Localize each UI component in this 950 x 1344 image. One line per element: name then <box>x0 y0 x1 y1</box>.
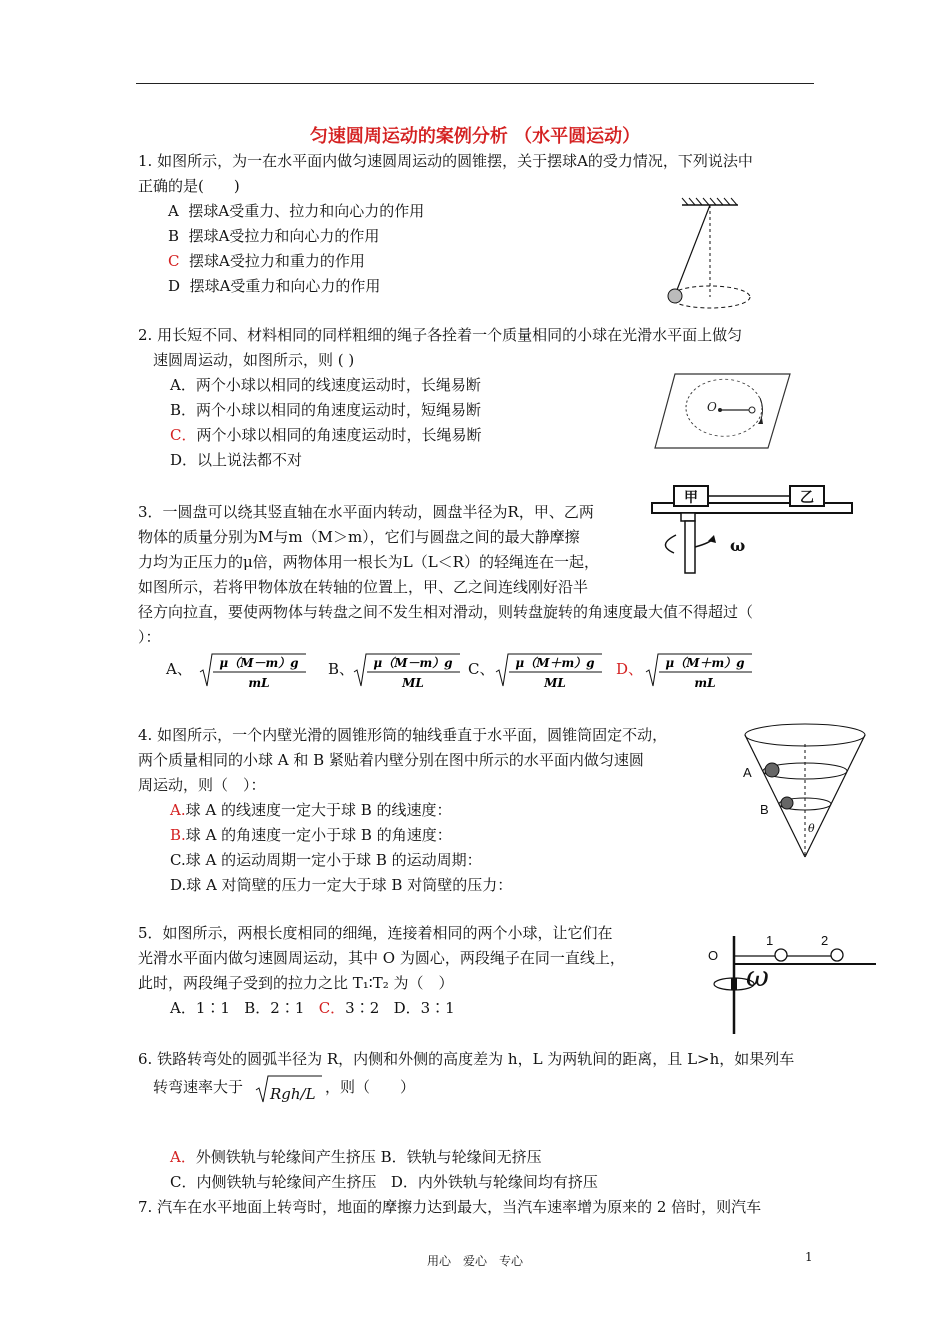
svg-text:μ（M－m）g: μ（M－m）g <box>219 656 299 670</box>
page-title: 匀速圆周运动的案例分析 （水平圆运动） <box>309 126 641 147</box>
q1-option-c: C 摆球A受拉力和重力的作用 <box>168 252 365 270</box>
q2-stem-line1: 2. 用长短不同、材料相同的同样粗细的绳子各拴着一个质量相同的小球在光滑水平面上做匀 <box>138 326 743 344</box>
omega-label: ω <box>730 536 746 555</box>
q1-stem-line1: 1. 如图所示，为一在水平面内做匀速圆周运动的圆锥摆，关于摆球A的受力情况，下列说法中 <box>138 152 753 170</box>
svg-text:μ（M＋m）g: μ（M＋m）g <box>665 656 745 670</box>
q7-line1: 7. 汽车在水平地面上转弯时，地面的摩擦力达到最大，当汽车速率增为原来的 2 倍时，则汽车 <box>138 1198 762 1216</box>
q5-options: A．1∶1 B．2∶1 C．3∶2 D．3∶1 <box>170 999 455 1017</box>
center-o-label: O <box>707 400 717 414</box>
rope-balls-figure <box>700 928 880 1036</box>
q3-option-d: D、 μ（M＋m）g mL <box>616 650 766 690</box>
yi-label: 乙 <box>800 490 814 506</box>
q3-line3: 力均为正压力的μ倍，两物体用一根长为L（L＜R）的轻绳连在一起， <box>138 553 599 571</box>
q6-line2-pre: 转弯速率大于 <box>153 1078 244 1096</box>
ball-a-label: A <box>743 765 752 780</box>
q6-options-row2: C．内侧铁轨与轮缘间产生挤压 D．内外铁轨与轮缘间均有挤压 <box>170 1173 598 1191</box>
q5-line1: 5．如图所示，两根长度相同的细绳，连接着相同的两个小球，让它们在 <box>138 924 613 942</box>
q1-option-b: B 摆球A受拉力和向心力的作用 <box>168 227 380 245</box>
q6-line1: 6. 铁路转弯处的圆弧半径为 R，内侧和外侧的高度差为 h，L 为两轨间的距离，且 L>h，如果列车 <box>138 1050 795 1068</box>
q4-line2: 两个质量相同的小球 A 和 B 紧贴着内壁分别在图中所示的水平面内做匀速圆 <box>138 751 644 769</box>
cone-figure <box>735 722 865 862</box>
q5-line3: 此时，两段绳子受到的拉力之比 T₁∶T₂ 为（ ） <box>138 974 454 992</box>
q3-line2: 物体的质量分别为M与m（M＞m），它们与圆盘之间的最大静摩擦 <box>138 528 580 546</box>
ball-2-label: 2 <box>821 933 829 948</box>
q2-option-d: D．以上说法都不对 <box>170 451 303 469</box>
jia-label: 甲 <box>684 490 698 506</box>
q6-options-row1: A．外侧铁轨与轮缘间产生挤压 B．铁轨与轮缘间无挤压 <box>170 1148 542 1166</box>
omega-label: ω <box>746 960 769 993</box>
q6-sqrt-formula <box>254 1072 334 1108</box>
q3-line1: 3．一圆盘可以绕其竖直轴在水平面内转动，圆盘半径为R，甲、乙两 <box>138 503 594 521</box>
svg-text:ML: ML <box>544 676 566 690</box>
q1-option-a: A 摆球A受重力、拉力和向心力的作用 <box>168 202 425 220</box>
q3-option-c: C、 μ（M＋m）g ML <box>468 650 618 690</box>
svg-text:ML: ML <box>402 676 424 690</box>
q3-line6: ）： <box>138 628 161 646</box>
svg-text:μ（M－m）g: μ（M－m）g <box>373 656 453 670</box>
svg-text:mL: mL <box>694 676 716 690</box>
q2-option-c: C．两个小球以相同的角速度运动时，长绳易断 <box>170 426 482 444</box>
turntable-figure <box>650 483 860 575</box>
q3-line4: 如图所示，若将甲物体放在转轴的位置上，甲、乙之间连线刚好沿半 <box>138 578 589 596</box>
q6-line2-post: ，则（ ） <box>325 1078 416 1096</box>
svg-text:μ（M＋m）g: μ（M＋m）g <box>515 656 595 670</box>
theta-label: θ <box>808 822 815 835</box>
q2-stem-line2: 速圆周运动，如图所示，则 ( ) <box>153 351 355 369</box>
q2-option-b: B．两个小球以相同的角速度运动时，短绳易断 <box>170 401 482 419</box>
svg-text:Rgh/L: Rgh/L <box>270 1085 316 1103</box>
q4-option-b: B.球 A 的角速度一定小于球 B 的角速度： <box>170 826 452 844</box>
q3-option-a: A、 μ（M－m）g mL <box>166 650 316 690</box>
q3-line5: 径方向拉直，要使两物体与转盘之间不发生相对滑动，则转盘旋转的角速度最大值不得超过（ <box>138 603 754 621</box>
q4-option-c: C.球 A 的运动周期一定小于球 B 的运动周期： <box>170 851 482 869</box>
q4-option-a: A.球 A 的线速度一定大于球 B 的线速度： <box>170 801 452 819</box>
header-rule <box>136 83 814 84</box>
ball-b-label: B <box>760 802 769 817</box>
q4-line3: 周运动，则（ ）： <box>138 776 266 794</box>
conical-pendulum-figure <box>660 195 790 315</box>
q3-option-b: B、 μ（M－m）g ML <box>328 650 478 690</box>
page-footer: 用心 爱心 专心 <box>426 1254 523 1268</box>
q2-option-a: A．两个小球以相同的线速度运动时，长绳易断 <box>170 376 481 394</box>
o-label: O <box>708 948 719 963</box>
page-number: 1 <box>805 1250 813 1264</box>
horizontal-plane-figure <box>650 368 800 452</box>
q1-stem-line2: 正确的是( ) <box>138 177 240 195</box>
q4-line1: 4. 如图所示，一个内壁光滑的圆锥形筒的轴线垂直于水平面，圆锥筒固定不动， <box>138 726 668 744</box>
q5-line2: 光滑水平面内做匀速圆周运动，其中 O 为圆心，两段绳子在同一直线上， <box>138 949 625 967</box>
q4-option-d: D.球 A 对筒壁的压力一定大于球 B 对筒壁的压力： <box>170 876 513 894</box>
ball-1-label: 1 <box>766 933 774 948</box>
svg-text:mL: mL <box>248 676 270 690</box>
q1-option-d: D 摆球A受重力和向心力的作用 <box>168 277 381 295</box>
